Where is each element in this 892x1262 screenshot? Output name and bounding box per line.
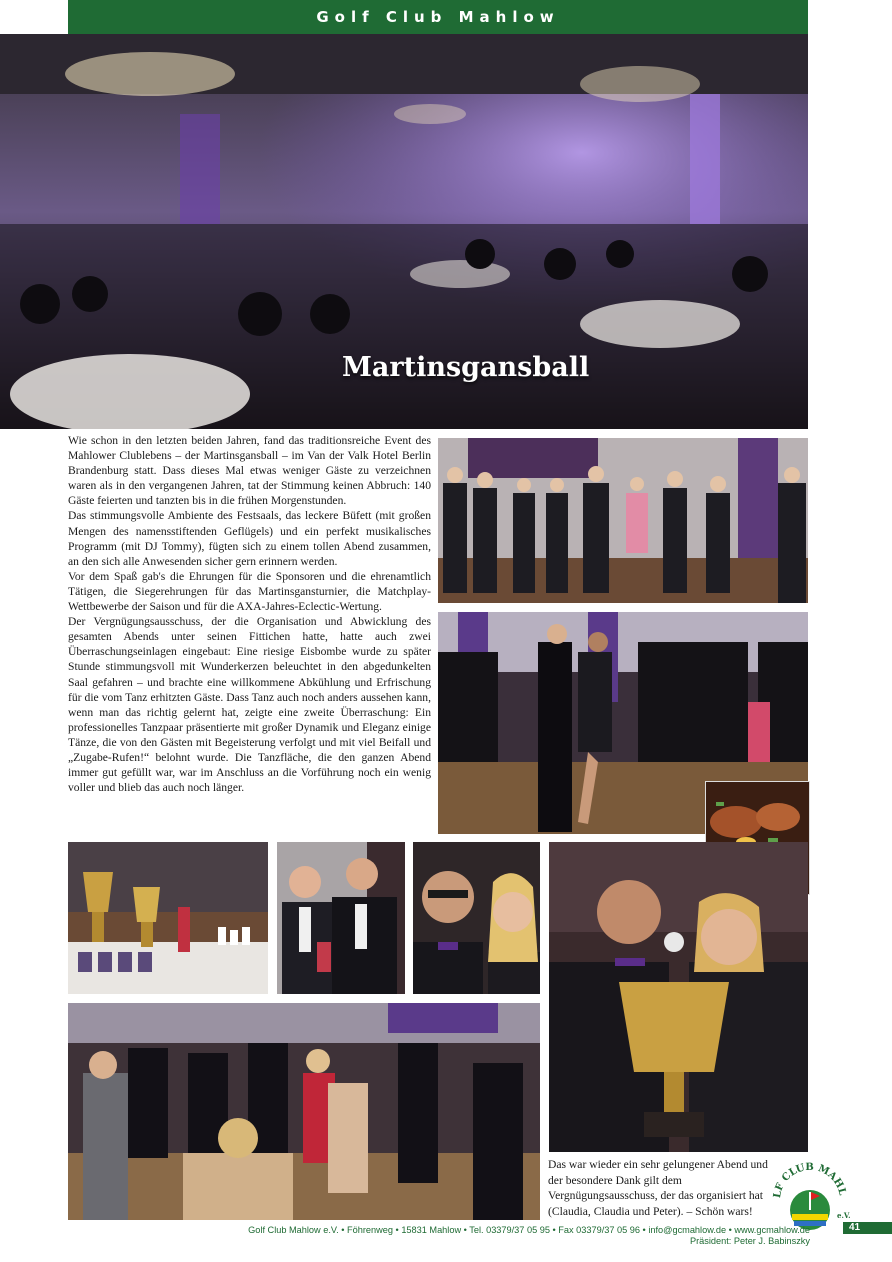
page-number: 41 (843, 1222, 892, 1234)
footer-president: Präsident: Peter J. Babinszky (689, 1236, 810, 1246)
article-paragraph: Wie schon in den letzten beiden Jahren, fand das traditionsreiche Event des Mahlower Clublebens – der Martinsgansball – im Van der Valk Hotel Berlin Brandenburg statt. Dass dieses Mal etwas weniger Gäste zu verzeichnen waren als in den vergangenen Jahren, tat der Stimmung keinen Abbruch: 140 Gäste feierten und tanzten bis in die frühen Morgenstunden. (68, 434, 431, 508)
photo-caption: Das war wieder ein sehr gelungener Abend und der besondere Dank gilt dem Vergnügungsausschuss, der das organisiert hat (Claudia, Claudia und Peter). – Schön wars! (548, 1158, 768, 1218)
article-paragraph: Das stimmungsvolle Ambiente des Festsaals, das leckere Büfett (mit großen Mengen des namensstiftenden Geflügels) und ein perfekt musikalisches Programm (mit DJ Tommy), fügten sich zu einem tollen Abend zusammen, an den sich alle Anwesenden sicher gern erinnern werden. (68, 509, 431, 568)
photo-two-men (277, 842, 405, 994)
header-title: Golf Club Mahlow (316, 8, 560, 26)
hero-title: Martinsgansball (342, 352, 590, 383)
photo-couple-portrait (413, 842, 540, 994)
photo-trophy-presentation (549, 842, 808, 1152)
photo-dance-floor (68, 1003, 540, 1220)
svg-text:GOLF CLUB MAHLOW: LF CLUB MAHL (771, 1161, 848, 1199)
footer-address: Golf Club Mahlow e.V. • Föhrenweg • 15831 Mahlow • Tel. 03379/37 05 95 • Fax 03379/37 05 96 • info@gcmahlow.de • www.gcmahlow.de (248, 1225, 810, 1235)
photo-trophies (68, 842, 268, 994)
article-paragraph: Der Vergnügungsausschuss, der die Organisation und Abwicklung des gesamten Abends unter seinen Fittichen hatte, hatte auch zwei Überraschungseinlagen eingebaut: Eine riesige Eisbombe wurde zu später Stunde stimmungsvoll mit Wunderkerzen beleuchtet in den abgedunkelten Saal gefahren – und brachte eine willkommene Abkühlung und Erfrischung für die vom Tanz erhitzten Gäste. Dass Tanz auch noch anders aussehen kann, wenn man das richtig gelernt hat, zeigte eine zweite Überraschung: Ein professionelles Tanzpaar präsentierte mit großer Dynamik und Eleganz einige Tänze, die von den Gästen mit Begeisterung verfolgt und mit viel Beifall und „Zugabe-Rufen!“ belohnt wurde. Die Tanzfläche, die den ganzen Abend immer gut gefüllt war, war im Anschluss an die Vorführung noch ein wenig voller und blieb das auch noch länger. (68, 615, 431, 795)
svg-text:e.V.: e.V. (837, 1211, 850, 1220)
photo-honorees (438, 438, 808, 603)
article-paragraph: Vor dem Spaß gab's die Ehrungen für die Sponsoren und die ehrenamtlich Tätigen, die Siegerehrungen für das Martinsgansturnier, die Matchplay-Wettbewerbe der Saison und für die AXA-Jahres-Eclectic-Wertung. (68, 569, 431, 614)
article-body (68, 433, 431, 795)
page-header (68, 0, 808, 34)
page-footer (150, 1225, 810, 1247)
